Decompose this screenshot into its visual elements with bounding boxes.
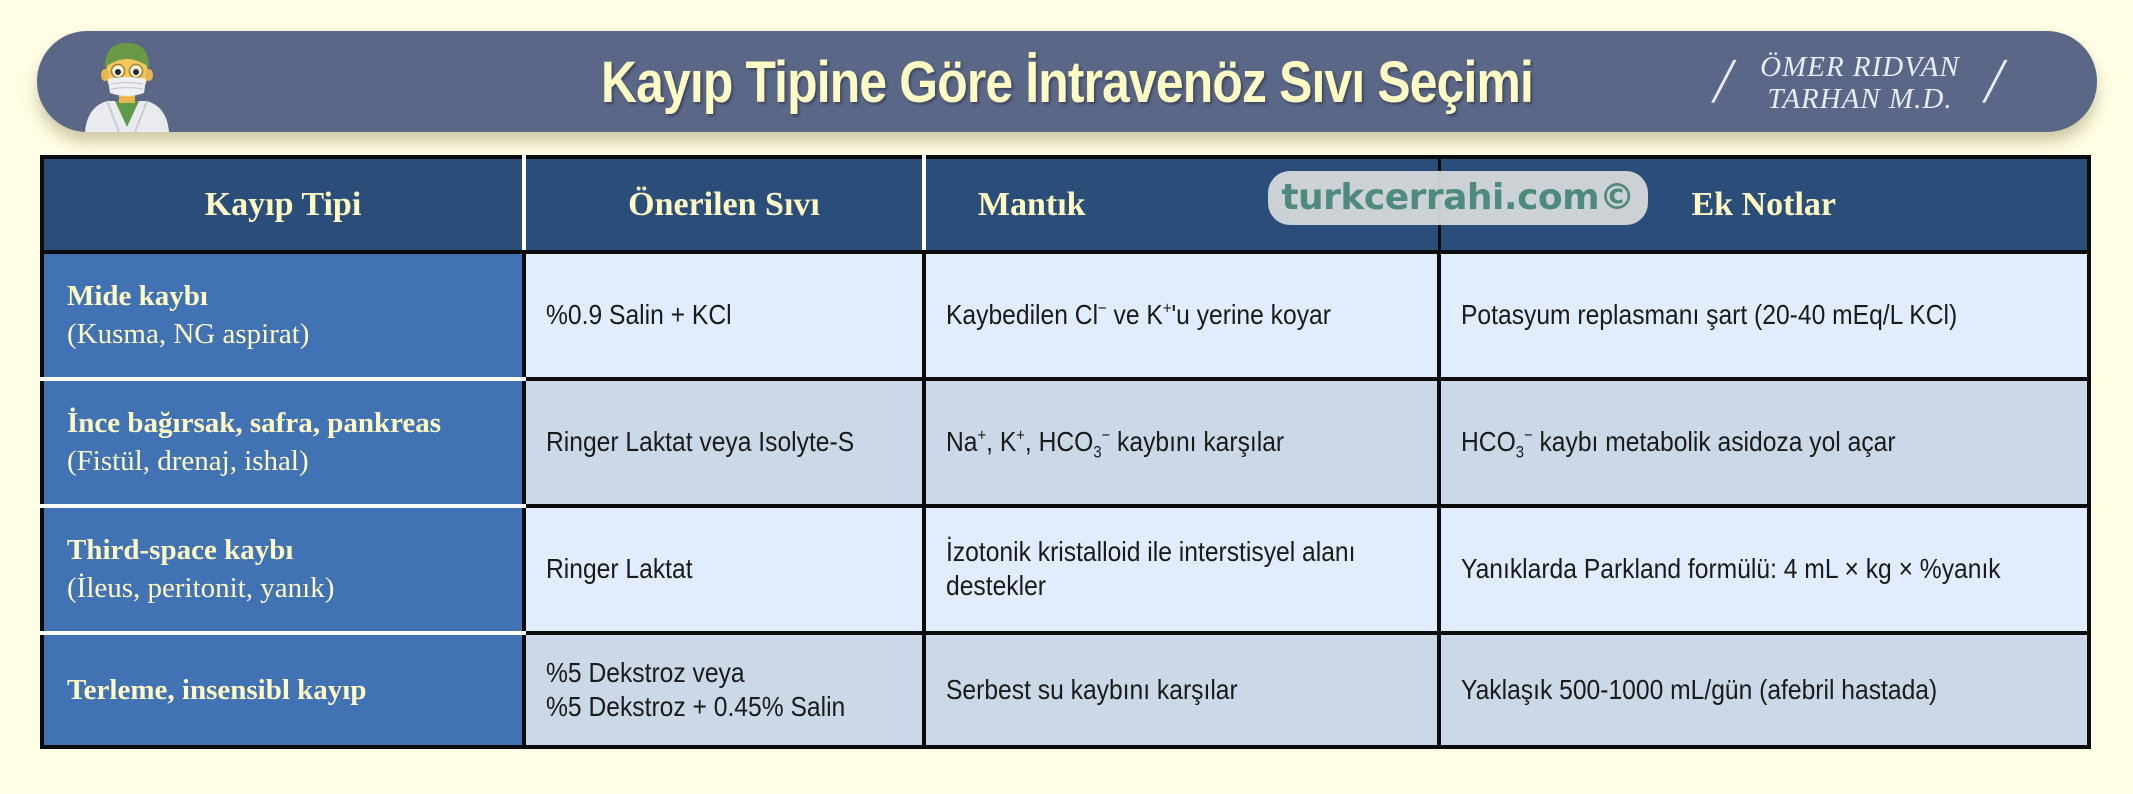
column-header-loss-type: Kayıp Tipi <box>42 157 524 252</box>
table-header-row <box>42 157 2089 252</box>
author-signature <box>1708 45 2012 119</box>
fluid-selection-table <box>40 155 2091 749</box>
loss-type-examples: (İleus, peritonit, yanık) <box>67 572 335 605</box>
fluid-cell: %5 Dekstroz veya %5 Dekstroz + 0.45% Salin <box>524 633 924 747</box>
rationale-cell: Na+, K+, $HCO_3^-$ kaybını karşılar <box>924 379 1439 506</box>
fluid-cell: Ringer Laktat <box>524 506 924 633</box>
slash-decoration: / <box>1980 45 2012 116</box>
title-banner <box>37 31 2097 132</box>
notes-cell: Yaklaşık 500-1000 mL/gün (afebril hastada) <box>1439 633 2089 747</box>
table-row <box>42 633 2089 747</box>
rationale-cell: Serbest su kaybını karşılar <box>924 633 1439 747</box>
slash-decoration: / <box>1708 45 1741 116</box>
notes-cell: Potasyum replasmanı şart (20-40 mEq/L KCl) <box>1439 252 2089 379</box>
surgeon-avatar-icon <box>77 37 177 132</box>
rationale-cell: Kaybedilen Cl− ve K+'u yerine koyar <box>924 252 1439 379</box>
loss-type-examples: (Kusma, NG aspirat) <box>67 318 310 351</box>
author-line-1: ÖMER RIDVAN <box>1760 51 1960 83</box>
table-row <box>42 252 2089 379</box>
column-header-rationale: Mantık <box>924 157 1439 252</box>
loss-type-name: Mide kaybı <box>67 280 208 313</box>
watermark-badge: turkcerrahi.com© <box>1268 171 1648 225</box>
loss-type-cell <box>42 379 524 506</box>
loss-type-name: İnce bağırsak, safra, pankreas <box>67 407 442 440</box>
notes-cell: Yanıklarda Parkland formülü: 4 mL × kg × %yanık <box>1439 506 2089 633</box>
loss-type-name: Third-space kaybı <box>67 534 294 567</box>
notes-cell: $HCO_3^-$ kaybı metabolik asidoza yol açar <box>1439 379 2089 506</box>
table-row <box>42 379 2089 506</box>
author-line-2: TARHAN M.D. <box>1767 83 1953 115</box>
rationale-cell: İzotonik kristalloid ile interstisyel alanı destekler <box>924 506 1439 633</box>
table-row <box>42 506 2089 633</box>
fluid-cell: Ringer Laktat veya Isolyte-S <box>524 379 924 506</box>
column-header-notes: Ek Notlar <box>1439 157 2089 252</box>
loss-type-examples: (Fistül, drenaj, ishal) <box>67 445 309 478</box>
loss-type-cell <box>42 252 524 379</box>
column-header-fluid: Önerilen Sıvı <box>524 157 924 252</box>
loss-type-cell <box>42 633 524 747</box>
page-title: Kayıp Tipine Göre İntravenöz Sıvı Seçimi <box>600 50 1534 115</box>
fluid-cell: %0.9 Salin + KCl <box>524 252 924 379</box>
loss-type-cell <box>42 506 524 633</box>
loss-type-name: Terleme, insensibl kayıp <box>67 673 367 706</box>
